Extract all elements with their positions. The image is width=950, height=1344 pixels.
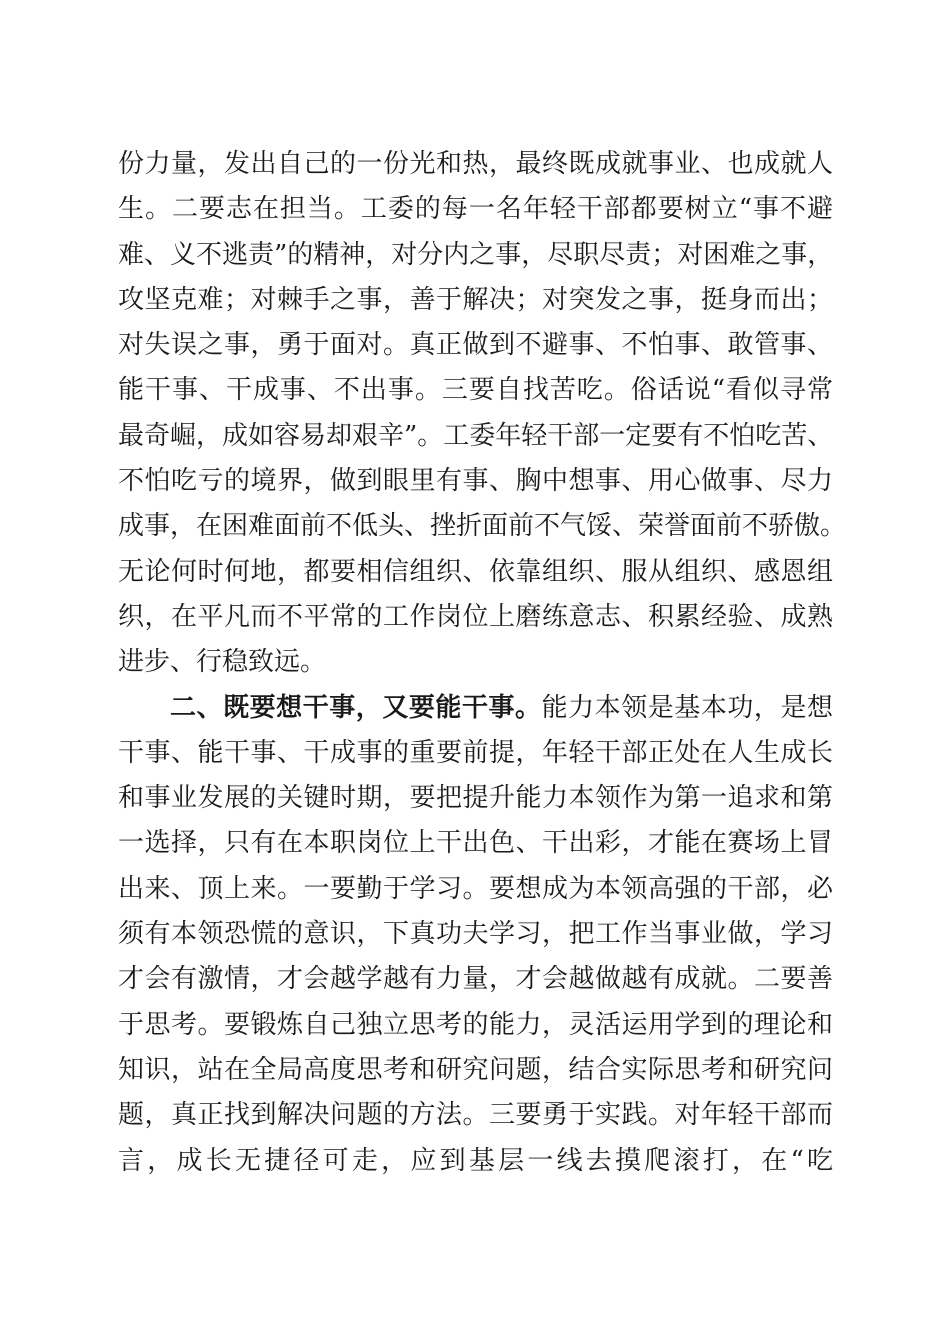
text-line: 无论何时何地，都要相信组织、依靠组织、服从组织、感恩组 xyxy=(118,556,833,587)
text-line: 言，成长无捷径可走，应到基层一线去摸爬滚打，在“吃 xyxy=(118,1145,833,1176)
text-line: 难、义不逃责”的精神，对分内之事，尽职尽责；对困难之事， xyxy=(118,239,834,270)
paragraph-1 xyxy=(118,142,847,686)
text-line: 份力量，发出自己的一份光和热，最终既成就事业、也成就人 xyxy=(118,149,833,179)
text-line: 一选择，只有在本职岗位上干出色、干出彩，才能在赛场上冒 xyxy=(118,828,833,859)
text-line: 对失误之事，勇于面对。真正做到不避事、不怕事、敢管事、 xyxy=(118,330,833,361)
text-line: 出来、顶上来。一要勤于学习。要想成为本领高强的干部，必 xyxy=(118,873,833,904)
text-line: 能干事、干成事、不出事。三要自找苦吃。俗话说“看似寻常 xyxy=(118,375,833,406)
text-line: 攻坚克难；对棘手之事，善于解决；对突发之事，挺身而出； xyxy=(118,284,833,315)
text-line: 生。二要志在担当。工委的每一名年轻干部都要树立“事不避 xyxy=(118,194,833,225)
text-line: 须有本领恐慌的意识，下真功夫学习，把工作当事业做，学习 xyxy=(118,919,833,950)
text-line: 进步、行稳致远。 xyxy=(118,647,327,678)
text-line: 最奇崛，成如容易却艰辛”。工委年轻干部一定要有不怕吃苦、 xyxy=(118,420,834,451)
document-body xyxy=(118,142,847,1184)
text-line: 织，在平凡而不平常的工作岗位上磨练意志、积累经验、成熟 xyxy=(118,601,833,632)
text-line: 和事业发展的关键时期，要把提升能力本领作为第一追求和第 xyxy=(118,783,833,814)
paragraph-2 xyxy=(118,686,833,1184)
text-line: 干事、能干事、干成事的重要前提，年轻干部正处在人生成长 xyxy=(118,737,833,768)
text-line: 才会有激情，才会越学越有力量，才会越做越有成就。二要善 xyxy=(118,964,833,995)
text-line-with-heading xyxy=(118,686,833,731)
text-line: 于思考。要锻炼自己独立思考的能力，灵活运用学到的理论和 xyxy=(118,1009,833,1040)
heading-line-rest: 能力本领是基本功，是想 xyxy=(541,692,833,723)
text-line: 知识，站在全局高度思考和研究问题，结合实际思考和研究问 xyxy=(118,1054,833,1085)
text-line: 题，真正找到解决问题的方法。三要勇于实践。对年轻干部而 xyxy=(118,1100,833,1131)
text-line: 成事，在困难面前不低头、挫折面前不气馁、荣誉面前不骄傲。 xyxy=(118,511,847,542)
section-heading: 二、既要想干事，又要能干事。 xyxy=(170,692,542,723)
text-line: 不怕吃亏的境界，做到眼里有事、胸中想事、用心做事、尽力 xyxy=(118,466,833,497)
